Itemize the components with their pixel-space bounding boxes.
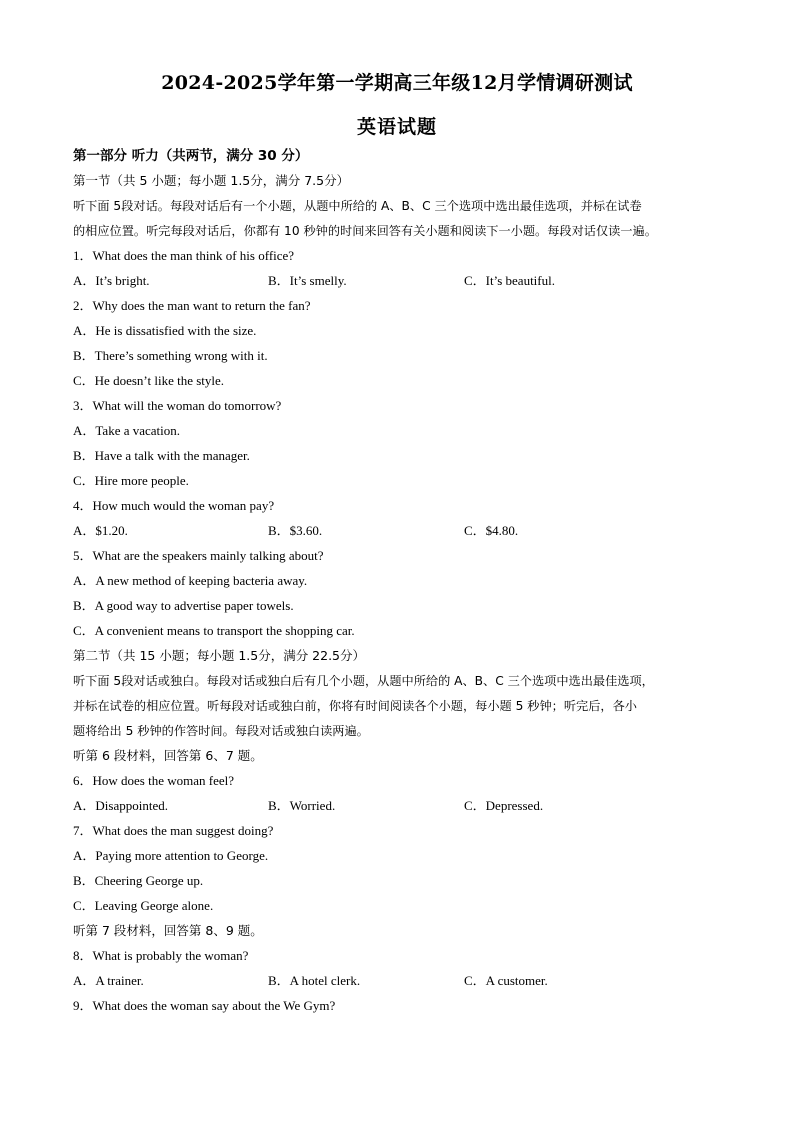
question-3-option-c: C．Hire more people. (73, 473, 189, 488)
exam-subtitle: 英语试题 (356, 116, 437, 138)
question-2-option-c: C．He doesn’t like the style. (73, 373, 225, 388)
question-5-stem: 5．What are the speakers mainly talking about? (73, 548, 324, 563)
section1-instructions-line1: 听下面 5段对话。每段对话后有一个小题，从题中所给的 A、B、C 三个选项中选出最佳选项，并标在试卷 (73, 199, 642, 213)
question-8-option-b: B．A hotel clerk. (268, 973, 361, 988)
question-8-option-a: A．A trainer. (73, 973, 144, 988)
material-7-instruction: 听第 7 段材料，回答第 8、9 题。 (73, 923, 263, 938)
question-7-option-b: B．Cheering George up. (73, 873, 204, 888)
question-2-option-a: A．He is dissatisfied with the size. (73, 323, 257, 338)
question-9-stem: 9．What does the woman say about the We Gym? (73, 998, 336, 1013)
section2-instructions-line2: 并标在试卷的相应位置。听每段对话或独白前，你将有时间阅读各个小题，每小题 5 秒钟；听完后，各小 (73, 699, 637, 713)
question-4-option-c: C．$4.80. (464, 523, 519, 538)
section1-instructions-line2: 的相应位置。听完每段对话后，你都有 10 秒钟的时间来回答有关小题和阅读下一小题。每段对话仅读一遍。 (73, 224, 657, 238)
question-8-stem: 8．What is probably the woman? (73, 948, 249, 963)
question-7-option-c: C．Leaving George alone. (73, 898, 214, 913)
question-2-stem: 2．Why does the man want to return the fan? (73, 298, 311, 313)
question-3-option-b: B．Have a talk with the manager. (73, 448, 250, 463)
question-2-option-b: B．There’s something wrong with it. (73, 348, 268, 363)
question-1-stem: 1．What does the man think of his office? (73, 248, 295, 263)
question-6-option-b: B．Worried. (268, 798, 336, 813)
question-1-option-a: A．It’s bright. (73, 273, 150, 288)
question-5-option-a: A．A new method of keeping bacteria away. (73, 573, 308, 588)
section2-heading: 第二节（共 15 小题；每小题 1.5分，满分 22.5分） (73, 648, 366, 663)
section2-instructions-line1: 听下面 5段对话或独白。每段对话或独白后有几个小题，从题中所给的 A、B、C 三个选项中选出最佳选项， (73, 674, 654, 688)
question-1-option-b: B．It’s smelly. (268, 273, 347, 288)
question-7-stem: 7．What does the man suggest doing? (73, 823, 274, 838)
question-5-option-c: C．A convenient means to transport the shopping car. (73, 623, 355, 638)
question-6-option-a: A．Disappointed. (73, 798, 168, 813)
question-5-option-b: B．A good way to advertise paper towels. (73, 598, 294, 613)
question-8-option-c: C．A customer. (464, 973, 548, 988)
question-3-option-a: A．Take a vacation. (73, 423, 181, 438)
exam-title: 2024-2025学年第一学期高三年级12月学情调研测试 (161, 72, 633, 94)
question-6-stem: 6．How does the woman feel? (73, 773, 235, 788)
part1-heading: 第一部分 听力（共两节，满分 30 分） (73, 148, 309, 164)
question-4-option-a: A．$1.20. (73, 523, 128, 538)
question-4-stem: 4．How much would the woman pay? (73, 498, 275, 513)
question-7-option-a: A．Paying more attention to George. (73, 848, 269, 863)
question-6-option-c: C．Depressed. (464, 798, 544, 813)
question-3-stem: 3．What will the woman do tomorrow? (73, 398, 282, 413)
section1-heading: 第一节（共 5 小题；每小题 1.5分，满分 7.5分） (73, 173, 350, 188)
question-1-option-c: C．It’s beautiful. (464, 273, 555, 288)
question-4-option-b: B．$3.60. (268, 523, 323, 538)
section2-instructions-line3: 题将给出 5 秒钟的作答时间。每段对话或独白读两遍。 (73, 724, 369, 738)
material-6-instruction: 听第 6 段材料，回答第 6、7 题。 (73, 748, 263, 763)
